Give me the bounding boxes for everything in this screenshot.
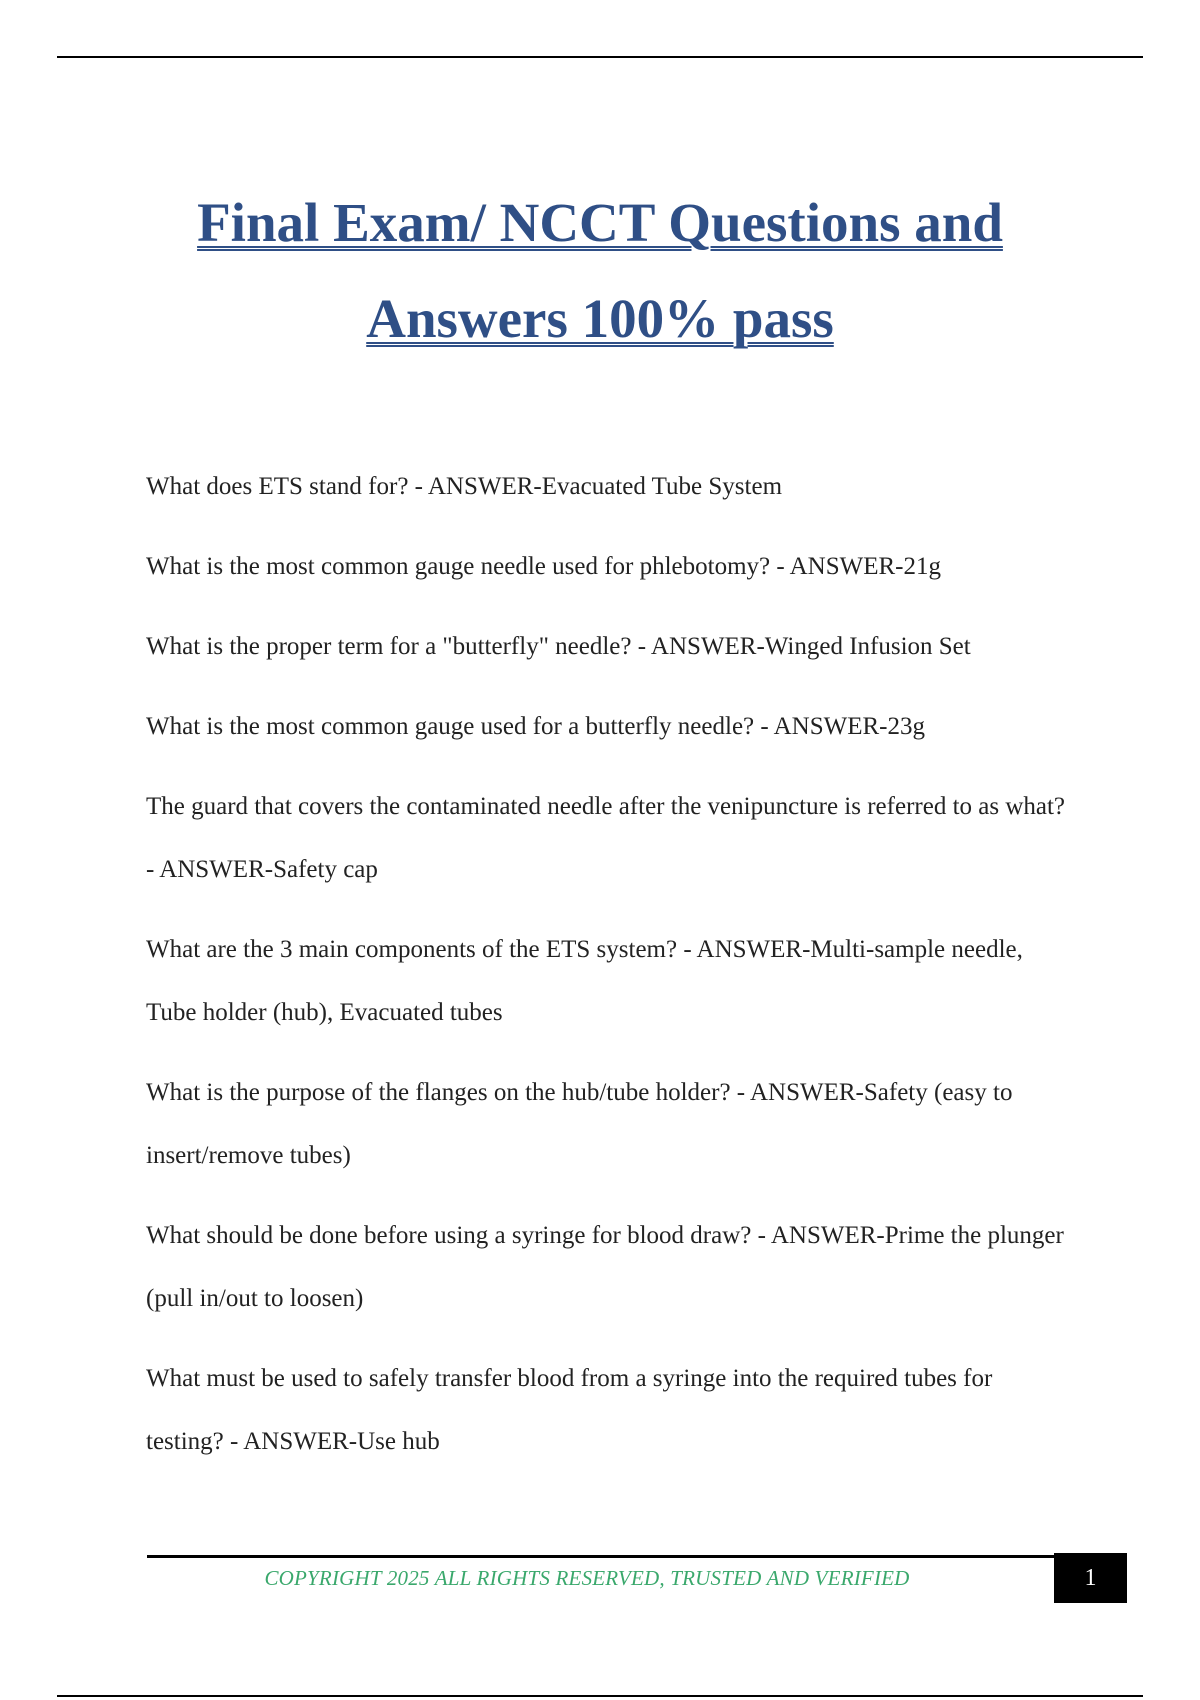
title-line-2: Answers 100% pass: [366, 288, 834, 349]
qa-item: The guard that covers the contaminated needle after the venipuncture is referred to as what? - ANSWER-Safety cap: [146, 793, 1066, 883]
bottom-rule: [57, 1695, 1143, 1697]
qa-item: What must be used to safely transfer blood from a syringe into the required tubes for testing? - ANSWER-Use hub: [146, 1365, 993, 1455]
qa-item: What is the most common gauge needle used for phlebotomy? - ANSWER-21g: [146, 553, 941, 580]
qa-list: [146, 455, 1066, 1490]
page-number: 1: [1054, 1553, 1127, 1603]
document-title: [120, 175, 1080, 367]
title-line-1: Final Exam/ NCCT Questions and: [197, 192, 1003, 253]
qa-item: What are the 3 main components of the ETS system? - ANSWER-Multi-sample needle, Tube holder (hub), Evacuated tubes: [146, 936, 1023, 1026]
copyright-notice: COPYRIGHT 2025 ALL RIGHTS RESERVED, TRUSTED AND VERIFIED: [264, 1566, 910, 1590]
top-rule: [57, 56, 1143, 58]
qa-item: What is the purpose of the flanges on the hub/tube holder? - ANSWER-Safety (easy to insert/remove tubes): [146, 1079, 1013, 1169]
footer-rule: [147, 1555, 1054, 1558]
qa-item: What is the most common gauge used for a butterfly needle? - ANSWER-23g: [146, 713, 925, 740]
qa-item: What is the proper term for a "butterfly" needle? - ANSWER-Winged Infusion Set: [146, 633, 971, 660]
qa-item: What does ETS stand for? - ANSWER-Evacuated Tube System: [146, 473, 783, 500]
qa-item: What should be done before using a syringe for blood draw? - ANSWER-Prime the plunger (pull in/out to loosen): [146, 1222, 1064, 1312]
